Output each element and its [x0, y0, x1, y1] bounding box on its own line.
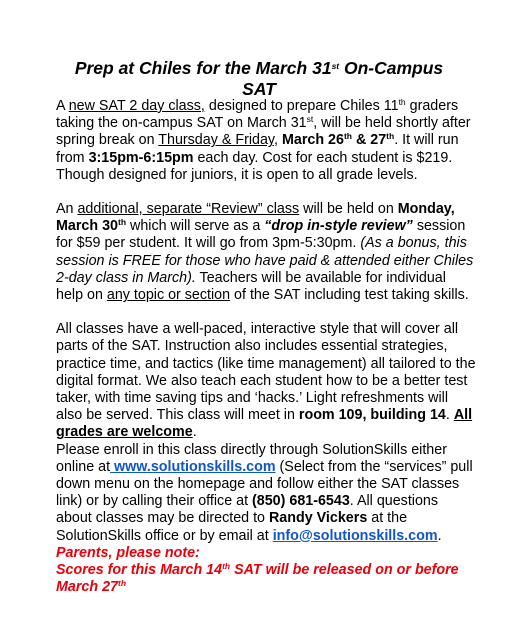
- superscript: th: [117, 578, 127, 589]
- paragraph-class-details: [56, 321, 476, 441]
- superscript: th: [386, 131, 395, 142]
- text: A: [56, 98, 69, 114]
- date-bold: & 27: [351, 132, 387, 149]
- text: .: [192, 424, 197, 441]
- text: An: [56, 201, 78, 218]
- all-grades-welcome: All grades are welcome: [56, 407, 473, 441]
- time-bold: 3:15pm-6:15pm: [88, 149, 194, 166]
- paragraph-enrollment: [56, 442, 476, 545]
- page-title: [56, 58, 462, 100]
- session-style-bold-italic: “drop in-style review”: [264, 218, 413, 235]
- text: at the SolutionSkills office or by email at: [56, 510, 408, 544]
- superscript: th: [222, 561, 231, 572]
- text: will be held on: [299, 201, 398, 218]
- parents-note-heading: Parents, please note:: [56, 544, 200, 561]
- title-superscript: st: [331, 61, 340, 71]
- text: . All questions about classes may be directed to: [56, 493, 439, 527]
- paragraph-review-class: [56, 201, 476, 304]
- text: ,: [274, 132, 282, 149]
- text: SAT will be released on or before March 27: [56, 562, 459, 596]
- contact-name: Randy Vickers: [268, 510, 368, 527]
- room-bold: room 109, building 14: [298, 407, 446, 424]
- review-class-underlined: additional, separate “Review” class: [77, 201, 300, 218]
- superscript: th: [117, 217, 127, 228]
- superscript: st: [306, 114, 314, 125]
- text: (Select from the “services” pull down menu on the homepage and follow either the SAT classes link) or by calling their office at: [56, 458, 473, 510]
- email-link[interactable]: info@solutionskills.com: [272, 527, 438, 544]
- text: which will serve as a: [126, 218, 265, 235]
- text: All classes have a well-paced, interactive style that will cover all parts of the SAT. Instruction also includes essential strategies, practice time, and tactics (like time management) all tailored to the digital format. We also teach each student how to be a better test taker, with time saving tips and ‘hacks.’ Light refreshments will also be served. This class will meet in: [56, 321, 476, 424]
- phone-number: (850) 681-6543: [252, 493, 350, 510]
- date-bold: Monday, March 30: [56, 201, 455, 235]
- class-name-underlined: new SAT 2 day class,: [68, 98, 205, 114]
- text: Please enroll in this class directly through SolutionSkills either online at: [56, 441, 447, 475]
- date-bold: March 26: [281, 132, 344, 149]
- topic-underlined: any topic or section: [106, 287, 231, 304]
- title-text: Prep at Chiles for the March 31: [74, 58, 332, 78]
- title-text-end: On-Campus SAT: [242, 58, 444, 99]
- text: Teachers will be available for individual help on: [56, 269, 446, 304]
- document-body: [56, 98, 476, 596]
- text: , will be held shortly after spring break on: [56, 115, 471, 149]
- text: each day. Cost for each student is $219. Though designed for juniors, it is open to all grade levels.: [56, 149, 453, 183]
- text: .: [437, 527, 442, 544]
- bonus-note-italic: (As a bonus, this session is FREE for those who have paid & attended either Chiles 2-day class in March).: [56, 235, 474, 286]
- days-underlined: Thursday & Friday: [158, 132, 275, 149]
- superscript: th: [343, 131, 352, 142]
- text: . It will run from: [56, 132, 459, 166]
- superscript: th: [398, 97, 406, 107]
- text: graders taking the on-campus SAT on March 31: [56, 98, 459, 132]
- text: Scores for this March 14: [56, 562, 223, 579]
- parents-note-scores: [56, 562, 476, 596]
- text: of the SAT including test taking skills.: [230, 287, 469, 304]
- website-link[interactable]: www.solutionskills.com: [110, 458, 276, 475]
- text: session for $59 per student. It will go from 3pm-5:30pm.: [56, 218, 466, 252]
- text: designed to prepare Chiles 11: [204, 98, 399, 114]
- text: .: [445, 407, 454, 424]
- paragraph-2-day-class: [56, 98, 476, 184]
